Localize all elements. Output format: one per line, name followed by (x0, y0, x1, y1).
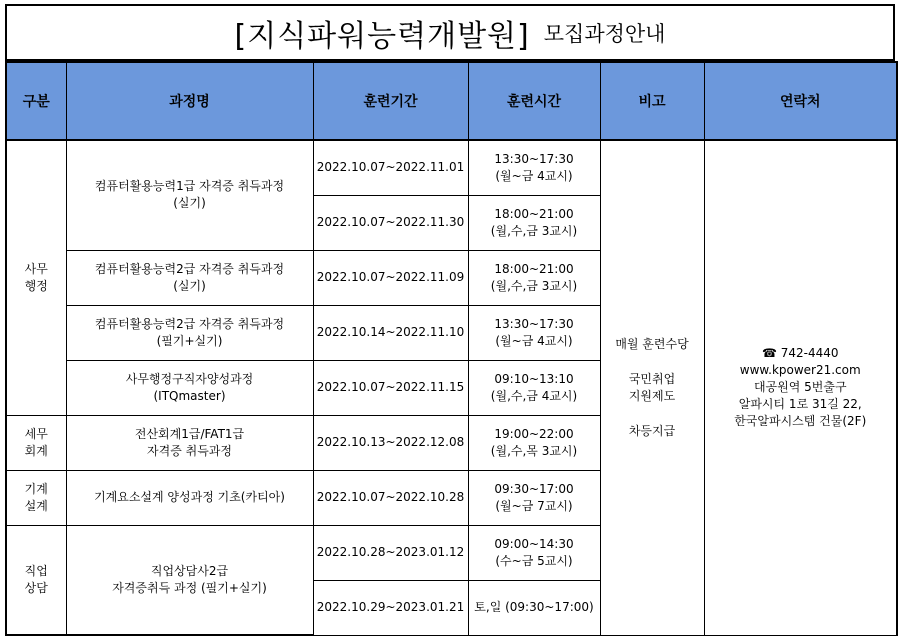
title-box (5, 4, 895, 61)
header-category: 구분 (6, 62, 66, 140)
header-contact: 연락처 (704, 62, 897, 140)
training-time: 18:00~21:00 (월,수,금 3교시) (468, 195, 600, 250)
remark-cell: 매월 훈련수당 국민취업 지원제도 차등지급 (600, 140, 704, 635)
address-line: 대공원역 5번출구 (753, 380, 847, 395)
training-time: 18:00~21:00 (월,수,금 3교시) (468, 250, 600, 305)
header-row (6, 62, 897, 140)
training-time: 09:30~17:00 (월~금 7교시) (468, 470, 600, 525)
training-period: 2022.10.28~2023.01.12 (313, 525, 468, 580)
header-time: 훈련시간 (468, 62, 600, 140)
notice-subtitle: 모집과정안내 (543, 21, 666, 46)
category-tax-accounting: 세무 회계 (6, 415, 66, 470)
course-name: 사무행정구직자양성과정 (ITQmaster) (66, 360, 313, 415)
training-period: 2022.10.13~2022.12.08 (313, 415, 468, 470)
training-period: 2022.10.07~2022.11.01 (313, 140, 468, 195)
course-name: 전산회계1급/FAT1급 자격증 취득과정 (66, 415, 313, 470)
training-period: 2022.10.07~2022.11.15 (313, 360, 468, 415)
course-name: 직업상담사2급 자격증취득 과정 (필기+실기) (66, 525, 313, 635)
institute-name: [지식파워능력개발원] (234, 18, 530, 54)
header-course: 과정명 (66, 62, 313, 140)
phone-line: ☎ 742-4440 (761, 346, 839, 361)
course-name: 컴퓨터활용능력2급 자격증 취득과정 (필기+실기) (66, 305, 313, 360)
category-career-counseling: 직업 상담 (6, 525, 66, 635)
training-time: 13:30~17:30 (월~금 4교시) (468, 305, 600, 360)
training-time: 09:10~13:10 (월,수,금 4교시) (468, 360, 600, 415)
training-time: 13:30~17:30 (월~금 4교시) (468, 140, 600, 195)
training-period: 2022.10.07~2022.11.30 (313, 195, 468, 250)
address-line: 한국알파시스템 건물(2F) (734, 414, 867, 429)
address-line: 알파시티 1로 31길 22, (738, 397, 862, 412)
course-name: 컴퓨터활용능력1급 자격증 취득과정 (실기) (66, 140, 313, 250)
training-period: 2022.10.14~2022.11.10 (313, 305, 468, 360)
training-time: 19:00~22:00 (월,수,목 3교시) (468, 415, 600, 470)
phone-icon: ☎ (761, 346, 781, 361)
training-period: 2022.10.07~2022.11.09 (313, 250, 468, 305)
header-period: 훈련기간 (313, 62, 468, 140)
category-office-admin: 사무 행정 (6, 140, 66, 415)
table-row (6, 140, 897, 195)
course-name: 기계요소설계 양성과정 기초(카티아) (66, 470, 313, 525)
training-time: 토,일 (09:30~17:00) (468, 580, 600, 635)
contact-cell (704, 140, 897, 635)
training-period: 2022.10.29~2023.01.21 (313, 580, 468, 635)
category-mechanical-design: 기계 설계 (6, 470, 66, 525)
website-text: www.kpower21.com (739, 363, 861, 378)
course-table (5, 61, 898, 636)
course-name: 컴퓨터활용능력2급 자격증 취득과정 (실기) (66, 250, 313, 305)
training-time: 09:00~14:30 (수~금 5교시) (468, 525, 600, 580)
header-remark: 비고 (600, 62, 704, 140)
training-period: 2022.10.07~2022.10.28 (313, 470, 468, 525)
